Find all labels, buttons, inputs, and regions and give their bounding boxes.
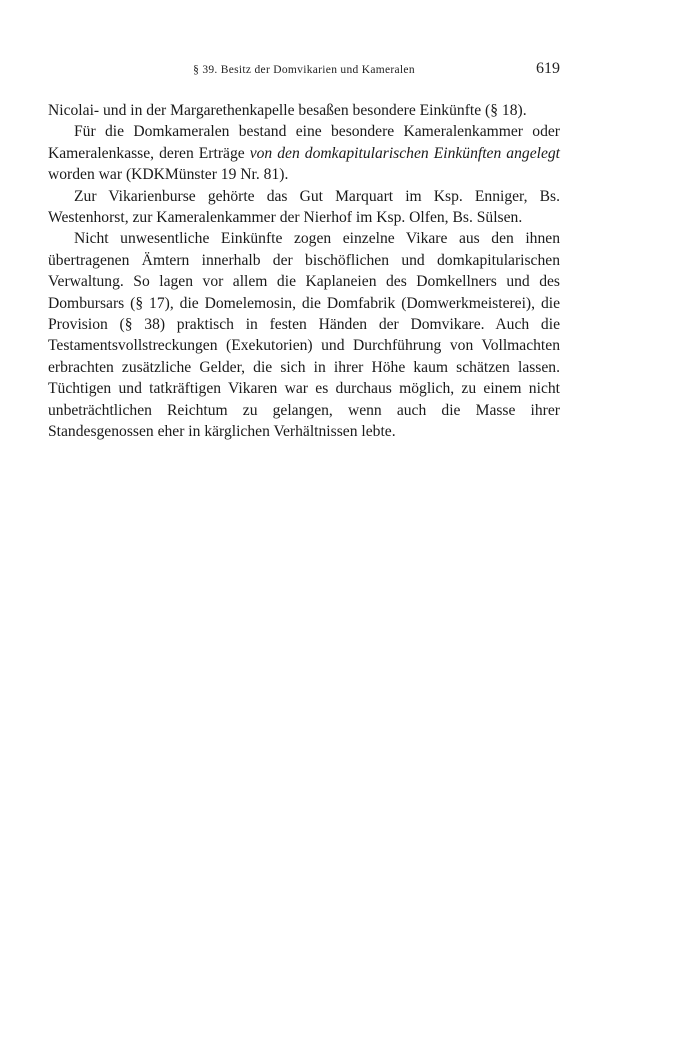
italic-quote: von den domkapitularischen Einkünften angelegt	[249, 144, 560, 162]
running-head	[48, 60, 560, 86]
paragraph-text: Für die Domkameralen bestand eine besondere Kameralenkammer oder Kameralenkasse, deren Erträge	[48, 123, 560, 162]
running-title: § 39. Besitz der Domvikarien und Kameralen	[193, 64, 415, 76]
body-text	[48, 100, 560, 443]
paragraph-kameralenkammer	[48, 121, 560, 185]
paragraph-vikarienburse: Zur Vikarienburse gehörte das Gut Marquart im Ksp. Enniger, Bs. Westenhorst, zur Kameralenkammer der Nierhof im Ksp. Olfen, Bs. Sülsen.	[48, 187, 560, 227]
paragraph-einkuenfte: Nicht unwesentliche Einkünfte zogen einzelne Vikare aus den ihnen übertragenen Ämtern innerhalb der bischöflichen und domkapitularischen Verwaltung. So lagen vor allem die Kaplaneien des Domkellners und des Dombursars (§ 17), die Domelemosin, die Domfabrik (Domwerkmeisterei), die Provision (§ 38) praktisch in festen Händen der Domvikare. Auch die Testamentsvollstreckungen (Exekutorien) und Durchführung von Vollmachten erbrachten zusätzliche Gelder, die sich in ihrer Höhe kaum schätzen lassen. Tüchtigen und tatkräftigen Vikaren war es durchaus möglich, zu einem nicht unbeträchtlichen Reichtum zu gelangen, wenn auch die Masse ihrer Standesgenossen eher in kärglichen Verhältnissen lebte.	[48, 230, 560, 441]
page-number: 619	[536, 60, 560, 77]
paragraph-text: worden war (KDKMünster 19 Nr. 81).	[48, 166, 289, 184]
book-page	[48, 60, 560, 443]
paragraph-continuation: Nicolai- und in der Margarethenkapelle besaßen besondere Einkünfte (§ 18).	[48, 102, 527, 119]
